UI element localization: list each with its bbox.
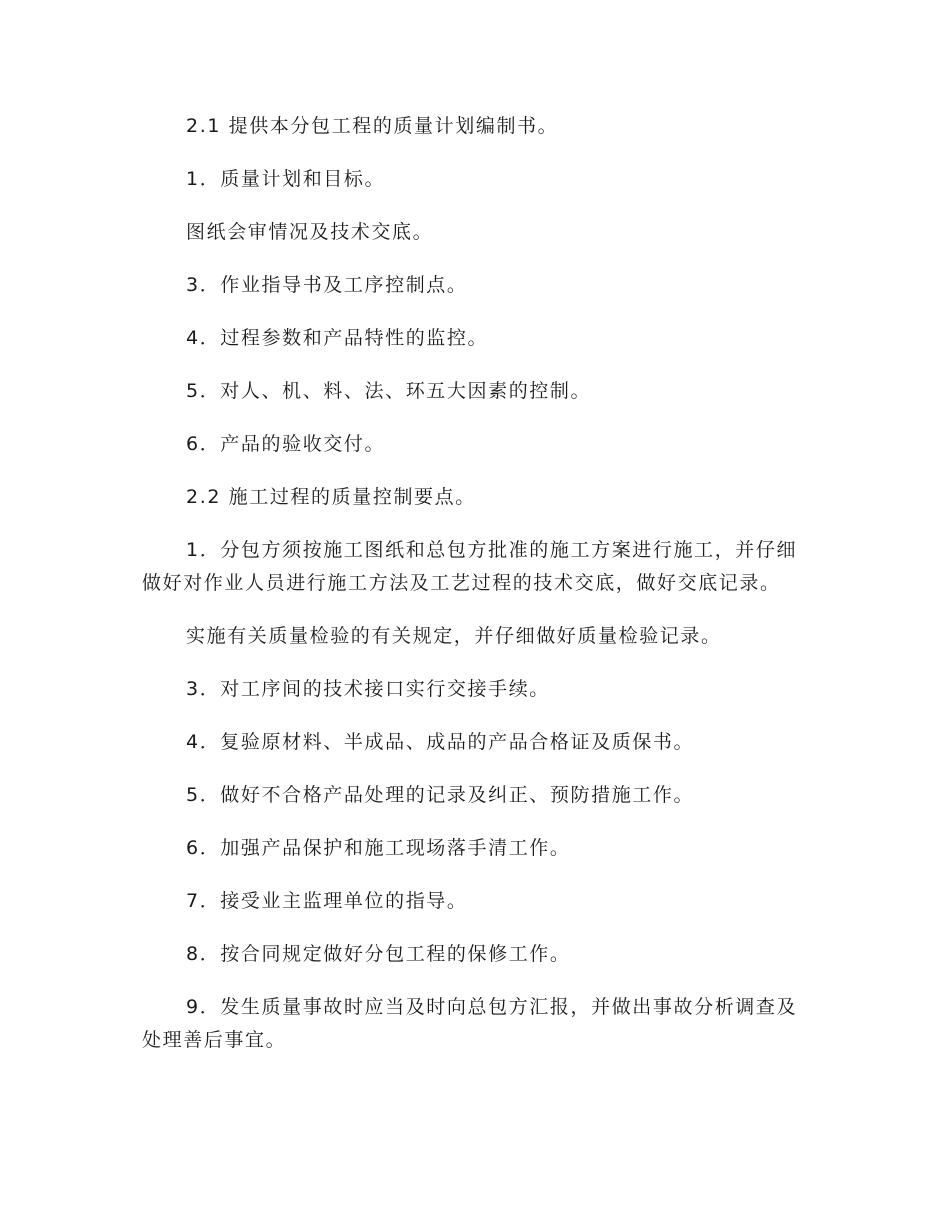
paragraph-control-9: 9．发生质量事故时应当及时向总包方汇报，并做出事故分析调查及处理善后事宜。 (142, 996, 798, 1051)
paragraph-control-1: 1．分包方须按施工图纸和总包方批准的施工方案进行施工，并仔细做好对作业人员进行施工方法及工艺过程的技术交底，做好交底记录。 (142, 539, 798, 594)
paragraph-item-3: 3．作业指导书及工序控制点。 (186, 274, 468, 296)
paragraph-item-4: 4．过程参数和产品特性的监控。 (186, 327, 489, 349)
paragraph-item-5: 5．对人、机、料、法、环五大因素的控制。 (186, 380, 592, 402)
paragraph-item-6: 6．产品的验收交付。 (186, 433, 386, 455)
paragraph-item-2: 图纸会审情况及技术交底。 (186, 221, 434, 243)
paragraph-control-4: 4．复验原材料、半成品、成品的产品合格证及质保书。 (186, 731, 695, 753)
paragraph-control-6: 6．加强产品保护和施工现场落手清工作。 (186, 837, 571, 859)
paragraph-control-7: 7．接受业主监理单位的指导。 (186, 890, 468, 912)
paragraph-section-2-2: 2.2 施工过程的质量控制要点。 (186, 486, 476, 508)
paragraph-section-2-1: 2.1 提供本分包工程的质量计划编制书。 (186, 115, 559, 137)
paragraph-item-1: 1．质量计划和目标。 (186, 168, 386, 190)
paragraph-control-3: 3．对工序间的技术接口实行交接手续。 (186, 678, 550, 700)
paragraph-control-2: 实施有关质量检验的有关规定，并仔细做好质量检验记录。 (186, 625, 722, 647)
paragraph-control-8: 8．按合同规定做好分包工程的保修工作。 (186, 943, 571, 965)
document-body (142, 110, 812, 1077)
paragraph-control-5: 5．做好不合格产品处理的记录及纠正、预防措施工作。 (186, 784, 695, 806)
